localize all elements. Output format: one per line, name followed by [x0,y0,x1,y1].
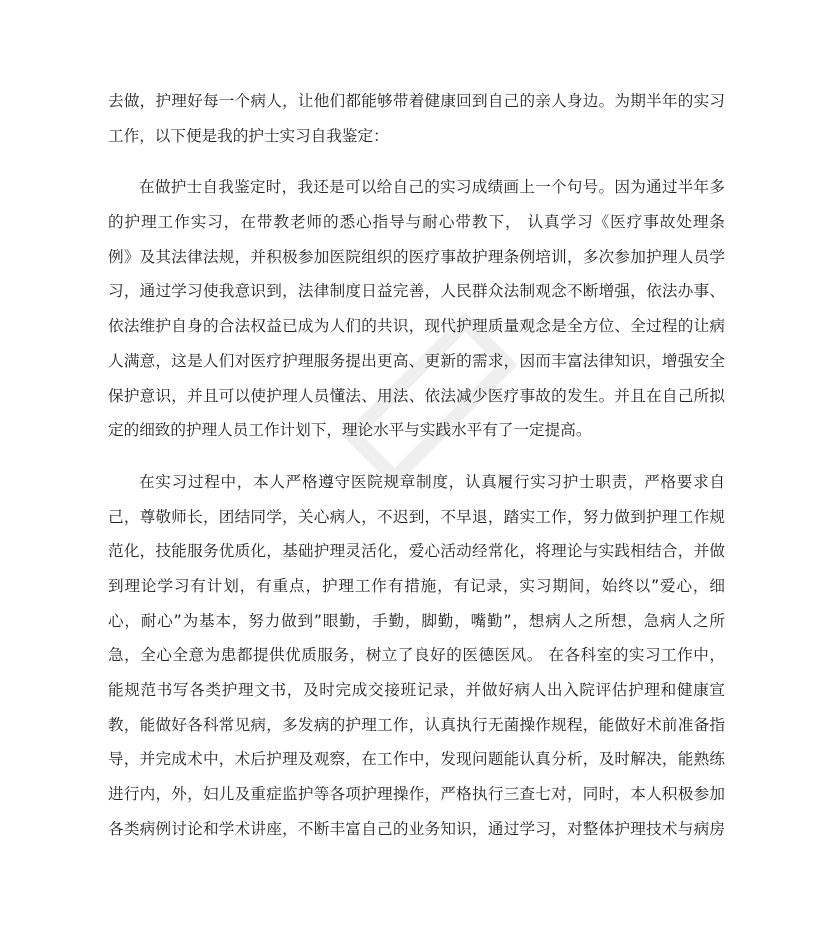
text-line: 己，尊敬师长，团结同学，关心病人，不迟到，不早退，踏实工作，努力做到护理工作规 [108,507,725,526]
text-line: 心，耐心”为基本，努力做到”眼勤，手勤，脚勤，嘴勤”，想病人之所想，急病人之所 [108,611,725,630]
paragraph-1 [108,84,725,153]
paragraph-3 [108,465,725,847]
text-line: 去做，护理好每一个病人，让他们都能够带着健康回到自己的亲人身边。为期半年的实习 [108,92,725,110]
text-line: 保护意识，并且可以使护理人员懂法、用法、依法减少医疗事故的发生。并且在自己所拟 [108,386,725,405]
text-line: 在做护士自我鉴定时，我还是可以给自己的实习成绩画上一个句号。因为通过半年多 [139,178,725,197]
text-line: 习，通过学习使我意识到，法律制度日益完善，人民群众法制观念不断增强，依法办事、 [108,282,725,301]
text-line: 急，全心全意为患都提供优质服务，树立了良好的医德医风。 在各科室的实习工作中， [108,646,725,665]
text-line: 人满意，这是人们对医疗护理服务提出更高、更新的需求，因而丰富法律知识，增强安全 [108,351,725,370]
text-line: 例》及其法律法规，并积极参加医院组织的医疗事故护理条例培训，多次参加护理人员学 [108,247,725,266]
paragraph-2 [108,170,725,448]
document-page [108,84,725,846]
text-line: 能规范书写各类护理文书，及时完成交接班记录，并做好病人出入院评估护理和健康宣 [108,681,725,699]
text-line: 各类病例讨论和学术讲座，不断丰富自己的业务知识，通过学习，对整体护理技术与病房 [108,819,725,838]
text-line: 定的细致的护理人员工作计划下，理论水平与实践水平有了一定提高。 [108,421,592,440]
text-line: 范化，技能服务优质化，基础护理灵活化，爱心活动经常化，将理论与实践相结合，并做 [108,542,725,561]
text-line: 到理论学习有计划，有重点，护理工作有措施，有记录，实习期间，始终以”爱心，细 [108,576,725,595]
text-line: 工作，以下便是我的护士实习自我鉴定： [108,126,389,145]
text-line: 依法维护自身的合法权益已成为人们的共识，现代护理质量观念是全方位、全过程的让病 [108,317,725,336]
text-line: 在实习过程中，本人严格遵守医院规章制度，认真履行实习护士职责，严格要求自 [139,472,725,491]
text-line: 的护理工作实习，在带教老师的悉心指导与耐心带教下， 认真学习《医疗事故处理条 [108,213,725,232]
text-line: 教，能做好各科常见病，多发病的护理工作，认真执行无菌操作规程，能做好术前准备指 [108,715,725,734]
text-line: 进行内，外，妇儿及重症监护等各项护理操作，严格执行三查七对，同时，本人积极参加 [108,785,725,804]
text-line: 导，并完成术中，术后护理及观察，在工作中，发现问题能认真分析，及时解决，能熟练 [108,750,725,769]
